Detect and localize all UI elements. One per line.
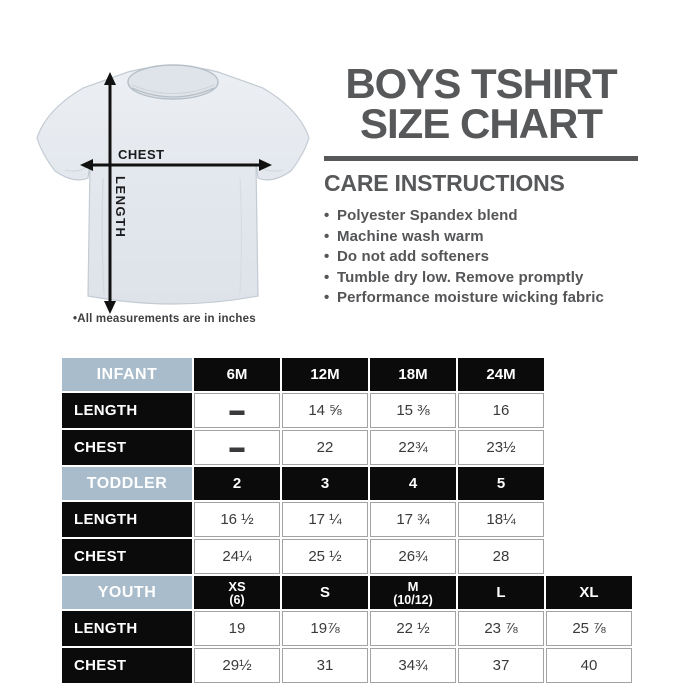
table-row: [62, 576, 632, 609]
value-cell: ▬: [194, 430, 280, 465]
filler-cell: [546, 539, 632, 574]
chest-label: CHEST: [118, 147, 165, 162]
size-header-cell: 18M: [370, 358, 456, 391]
filler-cell: [546, 358, 632, 391]
filler-cell: [546, 393, 632, 428]
tshirt-graphic: [28, 58, 320, 318]
filler-cell: [546, 467, 632, 500]
tshirt-body: [37, 66, 309, 304]
measurements-note: •All measurements are in inches: [73, 313, 256, 325]
care-instructions-list: [324, 206, 638, 309]
measure-label: LENGTH: [62, 502, 192, 537]
value-cell: 16: [458, 393, 544, 428]
value-cell: 19: [194, 611, 280, 646]
page-title: [324, 60, 638, 147]
size-table: [60, 356, 634, 685]
measure-label: LENGTH: [62, 393, 192, 428]
value-cell: 16 ½: [194, 502, 280, 537]
value-cell: ▬: [194, 393, 280, 428]
size-header-cell: 4: [370, 467, 456, 500]
size-header-cell: 5: [458, 467, 544, 500]
value-cell: 17 ¼: [282, 502, 368, 537]
care-item-text: Machine wash warm: [337, 227, 484, 245]
table-row: [62, 393, 632, 428]
filler-cell: [546, 502, 632, 537]
table-row: [62, 358, 632, 391]
bullet-icon: [324, 206, 337, 227]
title-divider: [324, 156, 638, 161]
page-title-line2: SIZE CHART: [360, 100, 602, 147]
value-cell: 18¼: [458, 502, 544, 537]
value-cell: 40: [546, 648, 632, 683]
table-row: [62, 430, 632, 465]
size-header-cell: M (10/12): [370, 576, 456, 609]
value-cell: 22 ½: [370, 611, 456, 646]
bullet-icon: [324, 247, 337, 268]
size-header-cell: 24M: [458, 358, 544, 391]
measure-label: LENGTH: [62, 611, 192, 646]
page-title-line1: BOYS TSHIRT: [345, 60, 617, 107]
size-header-cell: 2: [194, 467, 280, 500]
care-item: [324, 268, 638, 289]
care-item-text: Polyester Spandex blend: [337, 207, 518, 224]
bullet-icon: [324, 288, 337, 309]
header-column: [324, 60, 638, 309]
tshirt-figure: [28, 58, 320, 318]
care-item: [324, 288, 638, 309]
size-header-cell: XS (6): [194, 576, 280, 609]
filler-cell: [546, 430, 632, 465]
value-cell: 24¼: [194, 539, 280, 574]
size-header-cell: L: [458, 576, 544, 609]
value-cell: 25 ⅞: [546, 611, 632, 646]
care-item: [324, 206, 638, 227]
size-header-cell: 3: [282, 467, 368, 500]
value-cell: 26¾: [370, 539, 456, 574]
table-row: [62, 648, 632, 683]
measure-label: CHEST: [62, 648, 192, 683]
length-label: LENGTH: [113, 176, 128, 239]
value-cell: 31: [282, 648, 368, 683]
bullet-icon: [324, 268, 337, 289]
value-cell: 28: [458, 539, 544, 574]
size-header-cell: XL: [546, 576, 632, 609]
care-item: [324, 247, 638, 268]
size-header-cell: 12M: [282, 358, 368, 391]
care-instructions-heading: CARE INSTRUCTIONS: [324, 170, 565, 196]
table-row: [62, 539, 632, 574]
size-header-cell: 6M: [194, 358, 280, 391]
value-cell: 23½: [458, 430, 544, 465]
table-row: [62, 467, 632, 500]
table-row: [62, 611, 632, 646]
value-cell: 37: [458, 648, 544, 683]
value-cell: 34¾: [370, 648, 456, 683]
care-item-text: Performance moisture wicking fabric: [337, 289, 604, 306]
value-cell: 25 ½: [282, 539, 368, 574]
value-cell: 22: [282, 430, 368, 465]
care-item-text: Do not add softeners: [337, 248, 490, 265]
section-label: YOUTH: [62, 576, 192, 609]
value-cell: 19⅞: [282, 611, 368, 646]
value-cell: 29½: [194, 648, 280, 683]
measure-label: CHEST: [62, 539, 192, 574]
care-item: [324, 227, 638, 248]
value-cell: 17 ¾: [370, 502, 456, 537]
size-header-cell: S: [282, 576, 368, 609]
value-cell: 15 ⅜: [370, 393, 456, 428]
care-item-text: Tumble dry low. Remove promptly: [337, 268, 584, 286]
section-label: TODDLER: [62, 467, 192, 500]
value-cell: 22¾: [370, 430, 456, 465]
section-label: INFANT: [62, 358, 192, 391]
measure-label: CHEST: [62, 430, 192, 465]
table-row: [62, 502, 632, 537]
bullet-icon: [324, 227, 337, 248]
value-cell: 23 ⅞: [458, 611, 544, 646]
value-cell: 14 ⅝: [282, 393, 368, 428]
